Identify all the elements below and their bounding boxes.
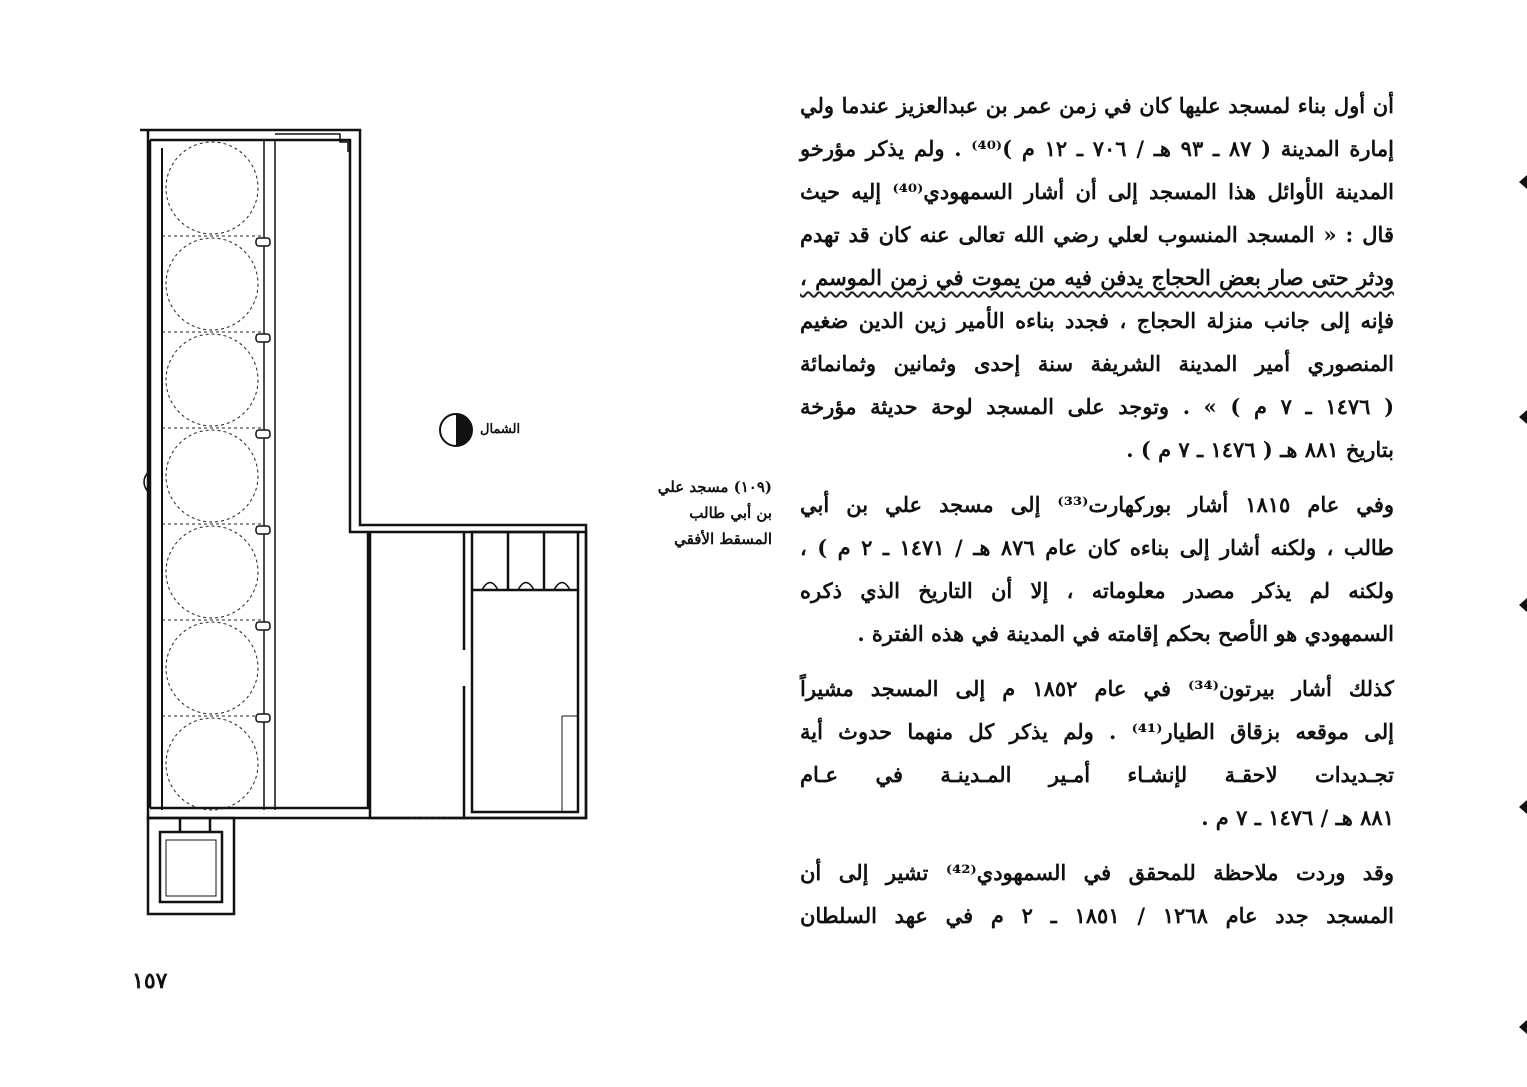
text-line: أن أول بناء لمسجد عليها كان في زمن عمر بن عبدالعزيز عندما ولي	[800, 93, 1394, 118]
figure-caption	[596, 474, 772, 552]
text-line: وقد وردت ملاحظة للمحقق في السمهودي⁽⁴²⁾ تشير إلى أن	[800, 860, 1394, 885]
paragraph-3	[800, 667, 1394, 839]
paragraph-2	[800, 483, 1394, 655]
text-line: كذلك أشار بيرتون⁽³⁴⁾ في عام ١٨٥٢ م إلى المسجد مشيراً	[800, 676, 1394, 701]
scan-mark-icon	[1517, 598, 1527, 612]
text-line: وفي عام ١٨١٥ أشار بوركهارت⁽³³⁾ إلى مسجد علي بن أبي	[800, 492, 1394, 517]
text-line: تجـديدات لاحقـة لإنشـاء أمـير المـدينـة في عـام	[800, 762, 1394, 787]
scan-mark-icon	[1517, 1020, 1527, 1034]
text-line: ( ١٤٧٦ ـ ٧ م ) » . وتوجد على المسجد لوحة حديثة مؤرخة	[800, 394, 1395, 419]
caption-line-1: (١٠٩) مسجد علي	[657, 478, 772, 496]
body-text	[800, 84, 1394, 937]
north-arrow-icon	[438, 410, 478, 450]
mosque-floor-plan	[130, 120, 600, 920]
text-line: إمارة المدينة ( ٨٧ ـ ٩٣ هـ / ٧٠٦ ـ ١٢ م )⁽⁴⁰⁾ . ولم يذكر مؤرخو	[800, 136, 1394, 161]
caption-line-3: المسقط الأفقي	[674, 530, 772, 548]
text-line-underlined: ودثر حتى صار بعض الحجاج يدفن فيه من يموت في زمن الموسم ،	[800, 265, 1394, 290]
text-line: المنصوري أمير المدينة الشريفة سنة إحدى وثمانين وثمانمائة	[800, 351, 1394, 376]
plan-outer-wall	[140, 130, 586, 818]
text-line: ولكنه لم يذكر مصدر معلوماته ، إلا أن التاريخ الذي ذكره	[800, 578, 1394, 603]
caption-line-2: بن أبي طالب	[689, 504, 772, 522]
paragraph-4	[800, 851, 1394, 937]
text-line: بتاريخ ٨٨١ هـ ( ١٤٧٦ ـ ٧ م ) .	[1126, 437, 1394, 462]
paragraph-1	[800, 84, 1394, 471]
scan-mark-icon	[1517, 175, 1527, 189]
text-line: قال : « المسجد المنسوب لعلي رضي الله تعالى عنه كان قد تهدم	[800, 222, 1394, 247]
north-label: الشمال	[480, 422, 521, 437]
scan-mark-icon	[1517, 410, 1527, 424]
text-line: ٨٨١ هـ / ١٤٧٦ ـ ٧ م .	[1201, 805, 1394, 830]
page-number: ١٥٧	[132, 968, 168, 994]
text-line: السمهودي هو الأصح بحكم إقامته في المدينة في هذه الفترة .	[857, 621, 1394, 646]
text-line: طالب ، ولكنه أشار إلى بناءه كان عام ٨٧٦ هـ / ١٤٧١ ـ ٢ م ) ،	[800, 535, 1394, 560]
text-line: المسجد جدد عام ١٢٦٨ / ١٨٥١ ـ ٢ م في عهد السلطان	[800, 903, 1394, 928]
text-line: إلى موقعه بزقاق الطيار⁽⁴¹⁾ . ولم يذكر كل منهما حدوث أية	[800, 719, 1394, 744]
north-arrow	[438, 410, 548, 450]
scan-mark-icon	[1517, 800, 1527, 814]
text-line: المدينة الأوائل هذا المسجد إلى أن أشار السمهودي⁽⁴⁰⁾ إليه حيث	[800, 179, 1394, 204]
text-line: فإنه إلى جانب منزلة الحجاج ، فجدد بناءه الأمير زين الدين ضغيم	[800, 308, 1394, 333]
